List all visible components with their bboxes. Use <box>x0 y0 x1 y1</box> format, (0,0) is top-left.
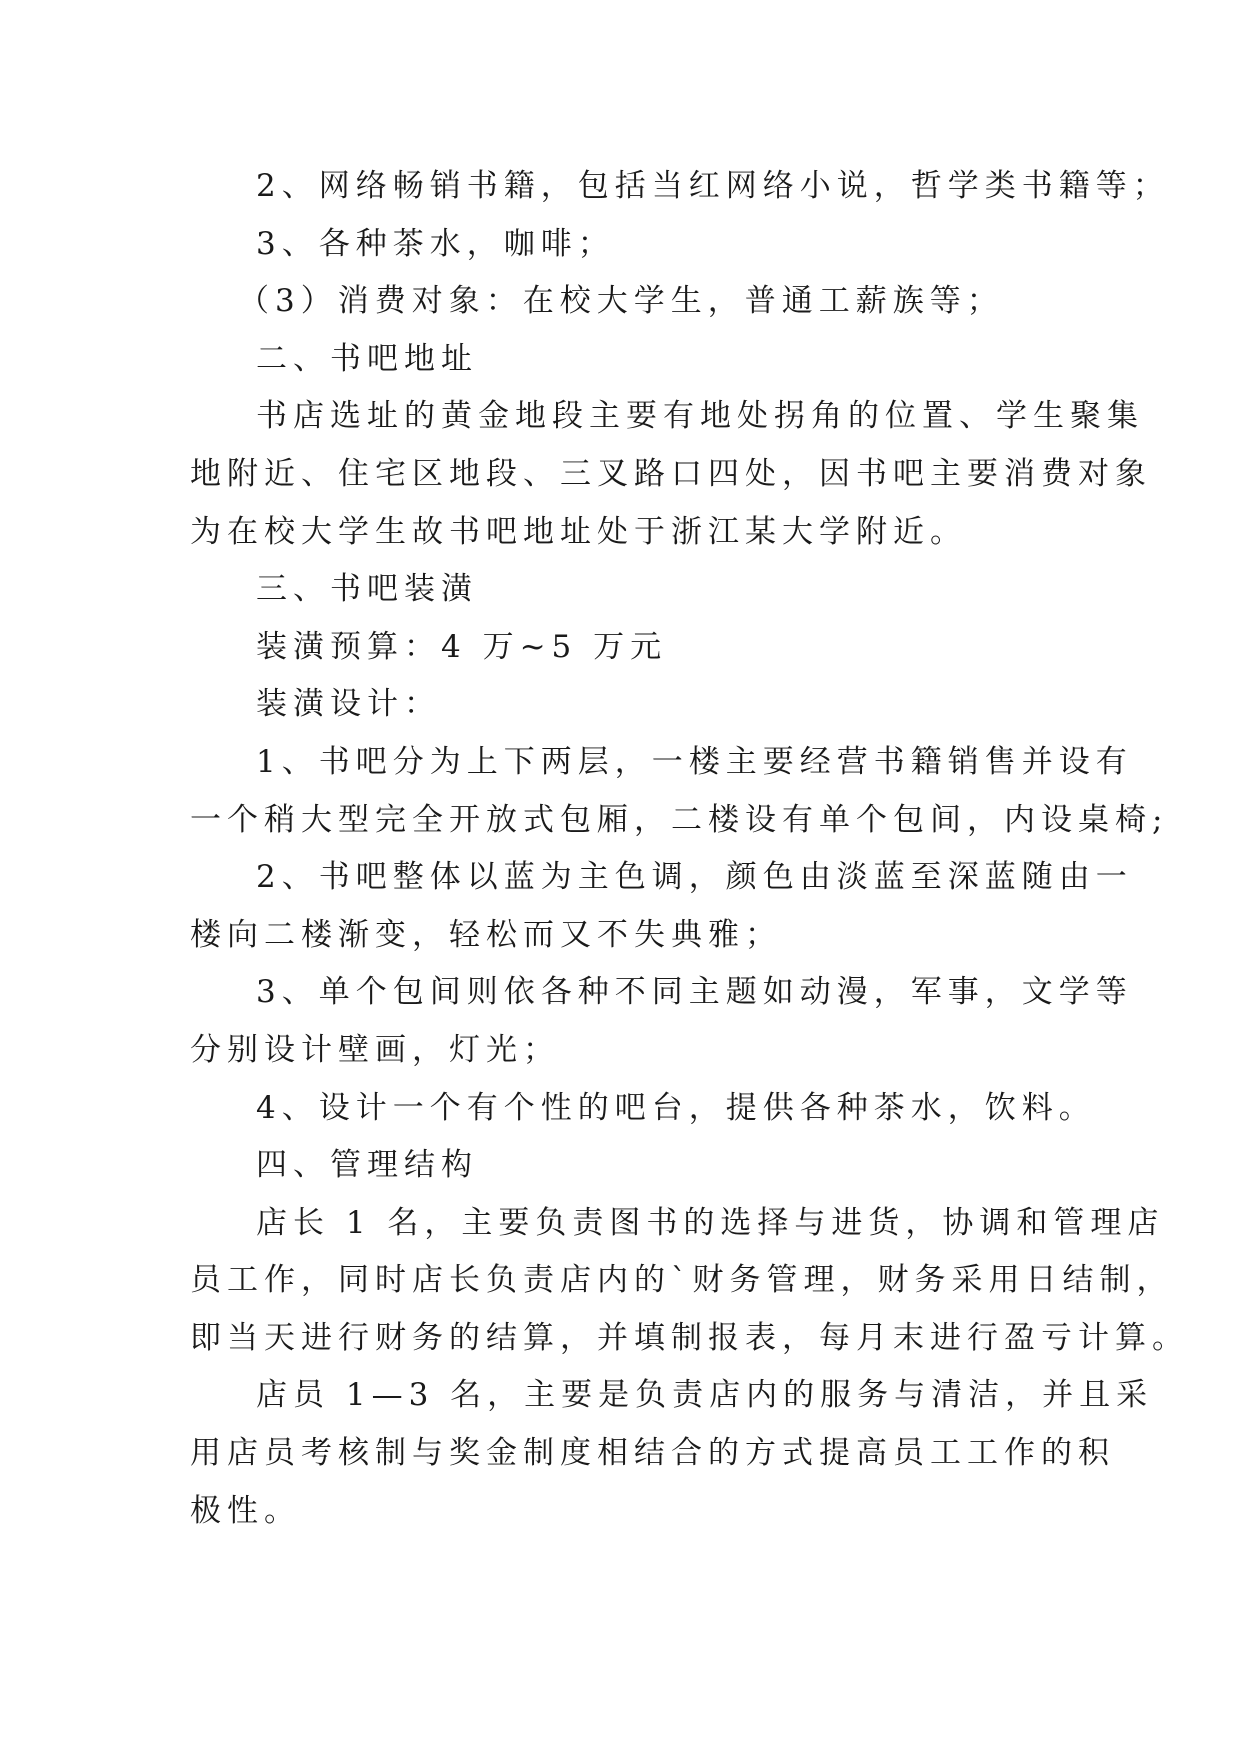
document-body <box>190 158 1189 1540</box>
text-line: 店员 1—3 名，主要是负责店内的服务与清洁，并且采 <box>256 1377 1154 1414</box>
text-line: 即当天进行财务的结算，并填制报表，每月末进行盈亏计算。 <box>190 1319 1189 1356</box>
text-line: 3、单个包间则依各种不同主题如动漫，军事，文学等 <box>256 974 1133 1011</box>
section-heading: 四、管理结构 <box>256 1147 478 1184</box>
text-line: 地附近、住宅区地段、三叉路口四处，因书吧主要消费对象 <box>190 455 1152 492</box>
text-line: 装潢设计： <box>256 686 441 723</box>
text-line: 一个稍大型完全开放式包厢，二楼设有单个包间，内设桌椅; <box>190 801 1169 838</box>
text-line: 分别设计壁画，灯光； <box>190 1031 560 1068</box>
text-line: 楼向二楼渐变，轻松而又不失典雅； <box>190 916 782 953</box>
text-line: 4、设计一个有个性的吧台，提供各种茶水，饮料。 <box>256 1089 1096 1126</box>
text-line: 3、各种茶水，咖啡； <box>256 225 615 262</box>
text-line: 2、书吧整体以蓝为主色调，颜色由淡蓝至深蓝随由一 <box>256 859 1133 896</box>
text-line: 装潢预算：4 万~5 万元 <box>256 628 668 665</box>
section-heading: 三、书吧装潢 <box>256 571 478 608</box>
text-line: 为在校大学生故书吧地址处于浙江某大学附近。 <box>190 513 967 550</box>
text-line: 2、网络畅销书籍，包括当红网络小说，哲学类书籍等； <box>256 168 1170 204</box>
text-line: 员工作，同时店长负责店内的`财务管理，财务采用日结制， <box>190 1262 1174 1299</box>
text-line: 店长 1 名，主要负责图书的选择与进货，协调和管理店 <box>256 1204 1165 1241</box>
section-heading: 二、书吧地址 <box>256 340 478 377</box>
text-line: 书店选址的黄金地段主要有地处拐角的位置、学生聚集 <box>256 398 1144 435</box>
text-line: （3）消费对象：在校大学生，普通工薪族等； <box>238 283 1004 320</box>
text-line: 极性。 <box>190 1492 301 1529</box>
text-line: 1、书吧分为上下两层，一楼主要经营书籍销售并设有 <box>256 743 1133 780</box>
text-line: 用店员考核制与奖金制度相结合的方式提高员工工作的积 <box>190 1435 1115 1472</box>
